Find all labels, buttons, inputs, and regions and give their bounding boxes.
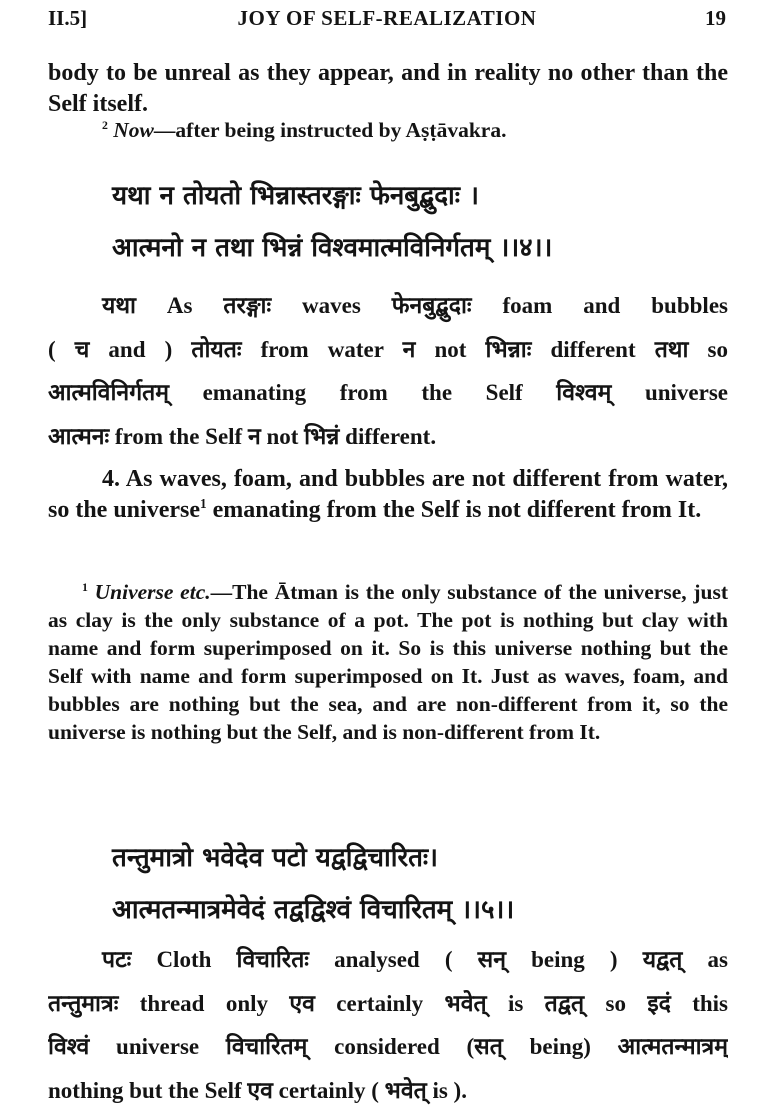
translation-4: 4. As waves, foam, and bubbles are not different from water, so the universe$^1$ emanating from the Self is not different from It. — [48, 466, 728, 523]
footnote-lead: Now — [113, 118, 154, 142]
gloss-line: पटः Cloth विचारितः analysed ( सन् being ) यद्वत् as — [102, 947, 728, 972]
running-head — [48, 2, 726, 36]
gloss-line: विश्वं universe विचारितम् considered (सत् being) आत्मतन्मात्रम् — [48, 1034, 728, 1060]
gloss-line: ( च and ) तोयतः from water न not भिन्नाः different तथा so — [48, 336, 728, 362]
verse-5-line-2: आत्मतन्मात्रमेवेदं तद्वद्विश्वं विचारितम् ।।५।। — [112, 895, 515, 925]
gloss-line: आत्मविनिर्गतम् emanating from the Self विश्वम् universe — [48, 380, 728, 406]
footnote-lead: Universe etc. — [94, 580, 211, 604]
verse-4-line-1: यथा न तोयतो भिन्नास्तरङ्गाः फेनबुद्बुदाः । — [112, 181, 479, 211]
word-gloss-5 — [48, 944, 728, 1106]
page-number: 19 — [705, 6, 726, 30]
gloss-line: nothing but the Self एव certainly ( भवेत् is ). — [48, 1078, 467, 1104]
footnote-text: —The Ātman is the only substance of the universe, just as clay is the only substance of a pot. The pot is nothing but clay with name and form superimposed on it. So is this universe nothing but the Self with name and form superimposed on It. Just as waves, foam, and bubbles are nothing but the sea, and are non-different from it, so the universe is nothing but the Self, and is non-different from It. — [48, 580, 729, 744]
footnote-now — [102, 116, 702, 144]
footnote-ref: 1 — [200, 496, 207, 511]
verse-5-line-1: तन्तुमात्रो भवेदेव पटो यद्वद्विचारितः। — [112, 843, 439, 873]
section-reference: II.5] — [48, 6, 88, 30]
chapter-title: JOY OF SELF-REALIZATION — [237, 6, 537, 30]
footnote-marker: 1 — [82, 579, 88, 594]
gloss-line: तन्तुमात्रः thread only एव certainly भवेत् is तद्वत् so इदं this — [48, 990, 728, 1016]
footnote-universe — [48, 578, 728, 746]
footnote-text: —after being instructed by Aṣṭāvakra. — [153, 118, 507, 142]
verse-4-line-2: आत्मनो न तथा भिन्नं विश्वमात्मविनिर्गतम् ।।४।। — [112, 233, 553, 263]
verse-number: 4. — [102, 466, 120, 492]
footnote-marker: 2 — [102, 117, 108, 132]
gloss-line: आत्मनः from the Self न not भिन्नं different. — [48, 424, 437, 450]
continued-paragraph: body to be unreal as they appear, and in reality no other than the Self itself. — [48, 60, 728, 117]
word-gloss-4 — [48, 290, 728, 452]
gloss-line: यथा As तरङ्गाः waves फेनबुद्बुदाः foam and bubbles — [102, 293, 728, 318]
